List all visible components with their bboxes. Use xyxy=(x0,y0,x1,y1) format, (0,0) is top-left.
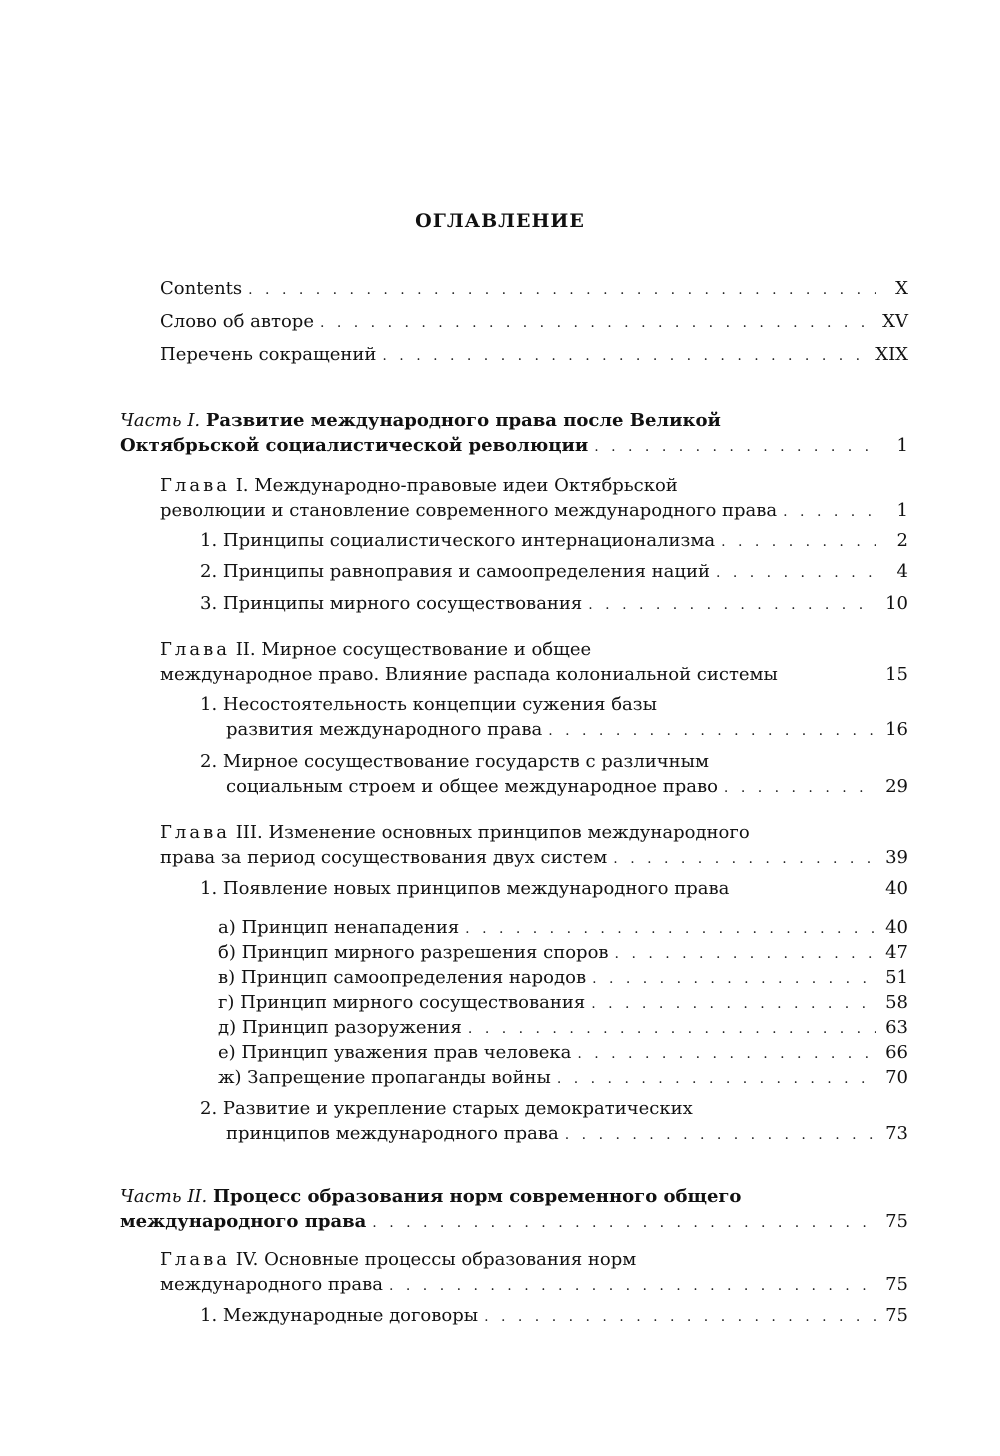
page-number: 75 xyxy=(885,1211,908,1232)
toc-subsection[interactable] xyxy=(218,940,908,967)
toc-section[interactable] xyxy=(200,1096,908,1148)
toc-chapter-1[interactable] xyxy=(160,473,908,525)
page-number: XIX xyxy=(875,344,908,365)
page-number: 75 xyxy=(885,1274,908,1295)
page-number: 10 xyxy=(885,593,908,614)
part-title-line1: Процесс образования норм современного общего xyxy=(213,1186,742,1207)
dot-leader xyxy=(557,1067,876,1092)
entry-label: а) Принцип ненападения xyxy=(218,917,460,938)
page-number: 66 xyxy=(885,1042,908,1063)
toc-subsection[interactable] xyxy=(218,915,908,942)
toc-title: ОГЛАВЛЕНИЕ xyxy=(415,210,585,232)
page-number: 2 xyxy=(896,530,908,551)
page-number: X xyxy=(895,278,908,299)
entry-label: 1. Принципы социалистического интернационализма xyxy=(200,530,716,551)
chapter-title-line2: международное право. Влияние распада колониальной системы xyxy=(160,664,778,685)
entry-label: Слово об авторе xyxy=(160,311,314,332)
dot-leader xyxy=(613,847,876,872)
chapter-word: Глава xyxy=(160,822,230,843)
page-number: 1 xyxy=(896,500,908,521)
toc-section[interactable] xyxy=(200,1303,908,1330)
entry-label-line2: социальным строем и общее международное право xyxy=(226,776,718,797)
dot-leader xyxy=(548,719,876,744)
toc-chapter-3[interactable] xyxy=(160,820,908,872)
page-number: 40 xyxy=(885,917,908,938)
entry-label: Перечень сокращений xyxy=(160,344,377,365)
toc-section[interactable] xyxy=(200,528,908,555)
part-title-line1: Развитие международного права после Великой xyxy=(205,410,721,431)
entry-label-line1: 2. Развитие и укрепление старых демократических xyxy=(200,1098,693,1119)
page-number: 16 xyxy=(885,719,908,740)
page-number: 39 xyxy=(885,847,908,868)
toc-entry-abbreviations[interactable] xyxy=(160,342,908,369)
chapter-title-line1: III. Изменение основных принципов международного xyxy=(235,822,750,843)
entry-label: Contents xyxy=(160,278,243,299)
page-number: XV xyxy=(882,311,908,332)
toc-part-1[interactable] xyxy=(120,408,908,460)
page-number: 47 xyxy=(885,942,908,963)
toc-section[interactable] xyxy=(200,559,908,586)
chapter-word: Глава xyxy=(160,1249,230,1270)
toc-subsection[interactable] xyxy=(218,1015,908,1042)
page-number: 4 xyxy=(896,561,908,582)
page-number: 1 xyxy=(896,435,908,456)
entry-label: 2. Принципы равноправия и самоопределения наций xyxy=(200,561,710,582)
chapter-title-line2: права за период сосуществования двух систем xyxy=(160,847,608,868)
entry-label: 1. Появление новых принципов международного права xyxy=(200,878,730,899)
dot-leader xyxy=(320,311,876,336)
dot-leader xyxy=(565,1123,876,1148)
entry-label: б) Принцип мирного разрешения споров xyxy=(218,942,609,963)
dot-leader xyxy=(468,1017,876,1042)
entry-label: г) Принцип мирного сосуществования xyxy=(218,992,586,1013)
chapter-title-line1: IV. Основные процессы образования норм xyxy=(235,1249,637,1270)
toc-entry-contents[interactable] xyxy=(160,276,908,303)
part-title-line2: международного права xyxy=(120,1211,367,1232)
entry-label-line2: принципов международного права xyxy=(226,1123,559,1144)
entry-label: ж) Запрещение пропаганды войны xyxy=(218,1067,551,1088)
dot-leader xyxy=(577,1042,876,1067)
toc-subsection[interactable] xyxy=(218,965,908,992)
dot-leader xyxy=(484,1305,876,1330)
page-number: 75 xyxy=(885,1305,908,1326)
toc-subsection[interactable] xyxy=(218,1040,908,1067)
dot-leader xyxy=(588,593,876,618)
entry-label-line1: 1. Несостоятельность концепции сужения базы xyxy=(200,694,657,715)
entry-label: 3. Принципы мирного сосуществования xyxy=(200,593,583,614)
page-number: 51 xyxy=(885,967,908,988)
dot-leader xyxy=(465,917,876,942)
chapter-title-line2: революции и становление современного международного права xyxy=(160,500,778,521)
page-number: 40 xyxy=(885,878,908,899)
dot-leader xyxy=(372,1211,876,1236)
page-number: 58 xyxy=(885,992,908,1013)
part-title-line2: Октябрьской социалистической революции xyxy=(120,435,589,456)
toc-section[interactable] xyxy=(200,749,908,801)
dot-leader xyxy=(382,344,869,369)
chapter-word: Глава xyxy=(160,475,230,496)
part-label: Часть II. xyxy=(120,1186,208,1207)
toc-part-2[interactable] xyxy=(120,1184,908,1236)
toc-section[interactable] xyxy=(200,591,908,618)
dot-leader xyxy=(389,1274,876,1299)
entry-label: 1. Международные договоры xyxy=(200,1305,479,1326)
entry-label: е) Принцип уважения прав человека xyxy=(218,1042,572,1063)
page-number: 29 xyxy=(885,776,908,797)
toc-chapter-4[interactable] xyxy=(160,1247,908,1299)
chapter-title-line1: II. Мирное сосуществование и общее xyxy=(235,639,592,660)
entry-label: д) Принцип разоружения xyxy=(218,1017,462,1038)
dot-leader xyxy=(716,561,876,586)
dot-leader xyxy=(724,776,876,801)
dot-leader xyxy=(592,967,876,992)
toc-entry-about-author[interactable] xyxy=(160,309,908,336)
toc-subsection[interactable] xyxy=(218,990,908,1017)
page-number: 15 xyxy=(885,664,908,685)
entry-label-line2: развития международного права xyxy=(226,719,543,740)
chapter-title-line2: международного права xyxy=(160,1274,383,1295)
dot-leader xyxy=(594,435,876,460)
page-number: 63 xyxy=(885,1017,908,1038)
toc-chapter-2[interactable] xyxy=(160,637,908,687)
dot-leader xyxy=(615,942,876,967)
chapter-title-line1: I. Международно-правовые идеи Октябрьской xyxy=(235,475,678,496)
entry-label: в) Принцип самоопределения народов xyxy=(218,967,587,988)
page-number: 73 xyxy=(885,1123,908,1144)
toc-section[interactable] xyxy=(200,876,908,901)
page-number: 70 xyxy=(885,1067,908,1088)
entry-label-line1: 2. Мирное сосуществование государств с различным xyxy=(200,751,709,772)
dot-leader xyxy=(248,278,876,303)
part-label: Часть I. xyxy=(120,410,201,431)
toc-subsection[interactable] xyxy=(218,1065,908,1092)
dot-leader xyxy=(591,992,876,1017)
toc-section[interactable] xyxy=(200,692,908,744)
dot-leader xyxy=(783,500,876,525)
dot-leader xyxy=(721,530,876,555)
chapter-word: Глава xyxy=(160,639,230,660)
